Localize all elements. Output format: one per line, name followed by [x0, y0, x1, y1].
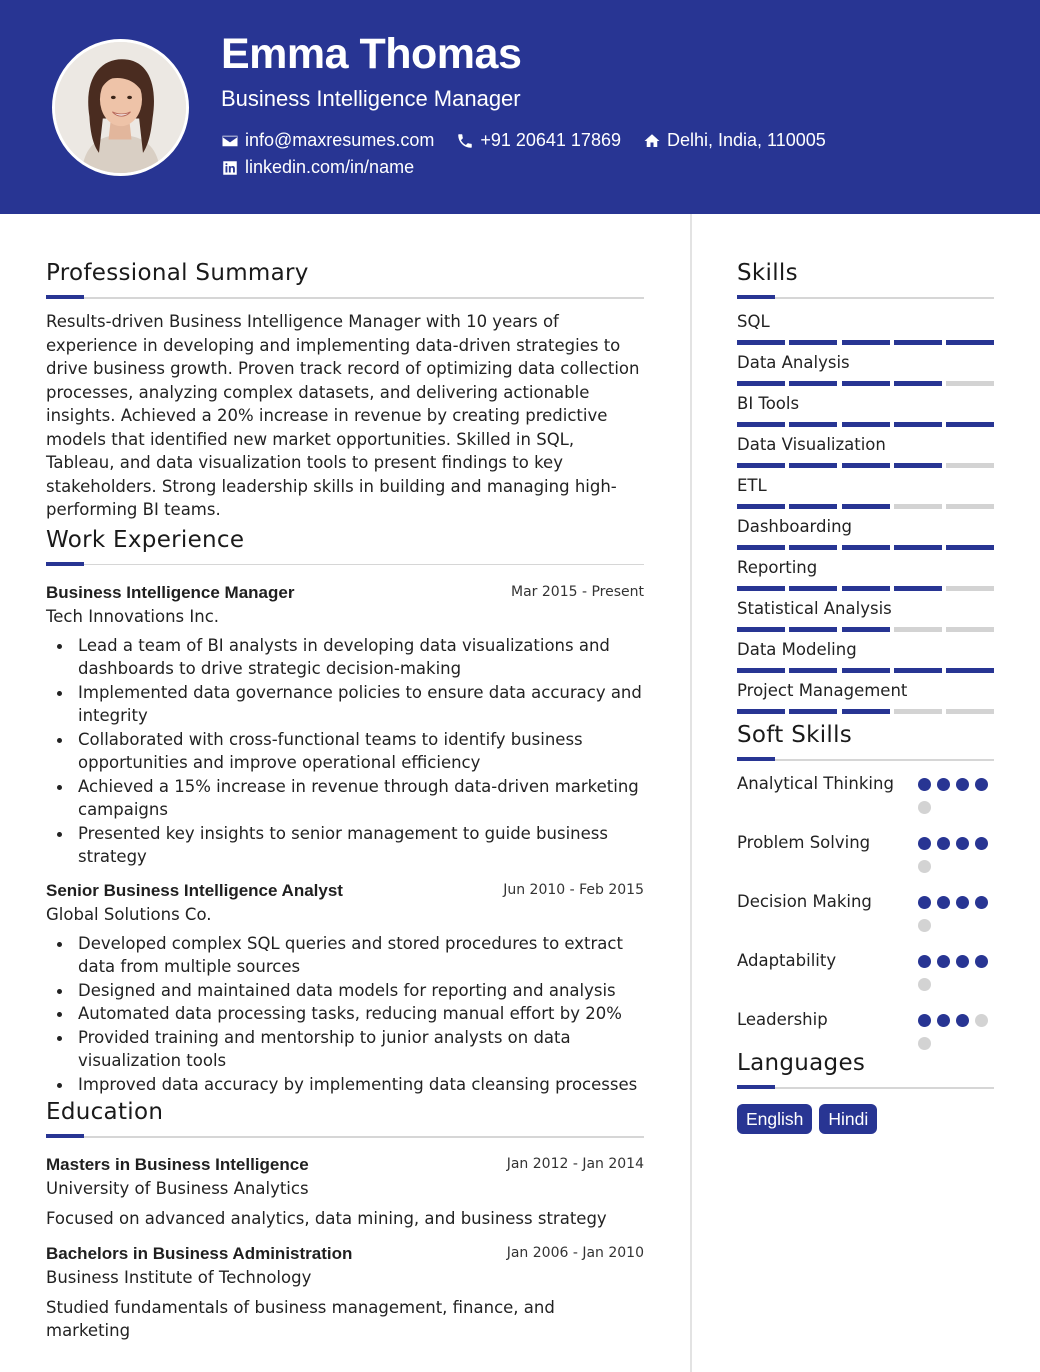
skill-item: [737, 679, 994, 714]
job-header: [46, 581, 644, 605]
skill-level-segment: [894, 627, 942, 632]
soft-skill-rating: [918, 1008, 994, 1060]
skill-level-segment: [842, 668, 890, 673]
education-section: [46, 1094, 644, 1342]
education-dates: Jan 2006 - Jan 2010: [506, 1245, 644, 1261]
skill-level-segment: [842, 504, 890, 509]
rating-dot: [937, 1014, 950, 1027]
skill-level-segment: [894, 668, 942, 673]
rating-dot: [918, 837, 931, 850]
job-bullet: Designed and maintained data models for reporting and analysis: [78, 979, 644, 1003]
job-bullet: Improved data accuracy by implementing data cleansing processes: [78, 1073, 644, 1097]
job-bullet: Implemented data governance policies to ensure data accuracy and integrity: [78, 681, 644, 728]
left-column: [46, 255, 644, 1354]
contact-row-2: [221, 157, 436, 178]
candidate-name: Emma Thomas: [221, 30, 522, 78]
skill-level-segment: [737, 627, 785, 632]
skill-name: Data Modeling: [737, 640, 857, 659]
skill-level-segment: [842, 340, 890, 345]
job-entry: [46, 879, 644, 1097]
summary-section: [46, 255, 644, 522]
experience-section: [46, 522, 644, 1097]
contact-linkedin[interactable]: [221, 157, 414, 178]
candidate-title: Business Intelligence Manager: [221, 86, 521, 111]
skill-level-bar: [737, 668, 994, 673]
skill-name: Dashboarding: [737, 517, 853, 536]
education-header: [46, 1242, 644, 1266]
skill-level-segment: [789, 504, 837, 509]
right-column: [737, 255, 994, 1134]
skill-level-segment: [946, 381, 994, 386]
skills-heading: Skills: [737, 260, 798, 286]
skill-level-bar: [737, 627, 994, 632]
section-divider: [737, 295, 994, 300]
soft-skill-item: [737, 890, 994, 942]
skill-level-bar: [737, 381, 994, 386]
soft-skill-list: [737, 772, 994, 1060]
resume-header: [0, 0, 1040, 214]
skill-level-segment: [842, 586, 890, 591]
education-heading: Education: [46, 1099, 164, 1125]
rating-dot: [975, 837, 988, 850]
skill-level-segment: [894, 340, 942, 345]
rating-dot: [975, 1014, 988, 1027]
skill-level-segment: [789, 709, 837, 714]
education-entry: [46, 1153, 644, 1230]
education-entry: [46, 1242, 644, 1342]
skill-item: [737, 638, 994, 673]
skill-level-segment: [737, 504, 785, 509]
soft-skill-rating: [918, 949, 994, 1001]
skill-level-segment: [946, 340, 994, 345]
contact-email[interactable]: [221, 130, 434, 151]
language-badge: Hindi: [819, 1104, 877, 1134]
skill-level-segment: [789, 340, 837, 345]
skill-level-segment: [946, 545, 994, 550]
skill-item: [737, 392, 994, 427]
education-header: [46, 1153, 644, 1177]
rating-dot: [975, 955, 988, 968]
skill-item: [737, 515, 994, 550]
skill-name: SQL: [737, 312, 770, 331]
soft-skill-name: Decision Making: [737, 892, 872, 911]
education-list: [46, 1153, 644, 1342]
job-bullet: Automated data processing tasks, reducing manual effort by 20%: [78, 1002, 644, 1026]
skill-level-segment: [842, 627, 890, 632]
summary-text: Results-driven Business Intelligence Manager with 10 years of experience in developing and implementing data-driven strategies to drive business growth. Proven track record of optimizing data collection processes, analyzing complex datasets, and delivering actionable insights. Achieved a 20% increase in revenue by creating predictive models that identified new market opportunities. Skilled in SQL, Tableau, and data visualization tools to present findings to key stakeholders. Strong leadership skills in building and managing high-performing BI teams.: [46, 312, 640, 519]
soft-skill-rating: [918, 890, 994, 942]
skill-level-segment: [789, 381, 837, 386]
skill-level-segment: [842, 545, 890, 550]
skill-level-segment: [737, 422, 785, 427]
skill-level-segment: [789, 668, 837, 673]
skill-level-segment: [946, 709, 994, 714]
rating-dot: [937, 837, 950, 850]
email-text: info@maxresumes.com: [245, 130, 435, 150]
rating-dot: [956, 896, 969, 909]
rating-dot: [956, 837, 969, 850]
skill-level-segment: [789, 586, 837, 591]
skill-level-segment: [894, 709, 942, 714]
linkedin-icon: [221, 159, 239, 177]
skill-list: [737, 310, 994, 714]
skill-level-segment: [842, 709, 890, 714]
contact-phone[interactable]: [456, 130, 621, 151]
job-bullet: Collaborated with cross-functional teams to identify business opportunities and improve operational efficiency: [78, 728, 644, 775]
rating-dot: [918, 1037, 931, 1050]
contact-row: [221, 130, 848, 151]
skill-level-segment: [894, 381, 942, 386]
skill-level-segment: [842, 381, 890, 386]
skill-level-segment: [737, 709, 785, 714]
skill-name: Reporting: [737, 558, 818, 577]
skill-name: Statistical Analysis: [737, 599, 892, 618]
degree-name: Masters in Business Intelligence: [46, 1155, 309, 1174]
skill-item: [737, 597, 994, 632]
language-badge: English: [737, 1104, 812, 1134]
job-role: Business Intelligence Manager: [46, 582, 295, 602]
skill-level-segment: [842, 422, 890, 427]
job-bullet-list: [46, 634, 644, 869]
job-dates: Jun 2010 - Feb 2015: [503, 881, 644, 898]
skill-level-segment: [789, 627, 837, 632]
skill-level-segment: [894, 463, 942, 468]
rating-dot: [956, 955, 969, 968]
job-bullet-list: [46, 932, 644, 1097]
skill-item: [737, 433, 994, 468]
skill-level-bar: [737, 504, 994, 509]
rating-dot: [937, 896, 950, 909]
location-text: Delhi, India, 110005: [666, 130, 826, 150]
job-role: Senior Business Intelligence Analyst: [46, 880, 343, 900]
rating-dot: [956, 1014, 969, 1027]
skill-level-segment: [842, 463, 890, 468]
job-bullet: Provided training and mentorship to junior analysts on data visualization tools: [78, 1026, 644, 1073]
soft-skill-item: [737, 949, 994, 1001]
skill-item: [737, 310, 994, 345]
rating-dot: [918, 896, 931, 909]
language-list: [737, 1104, 994, 1134]
section-divider: [46, 562, 644, 567]
skill-name: Project Management: [737, 681, 908, 700]
skill-level-segment: [894, 504, 942, 509]
rating-dot: [937, 955, 950, 968]
job-bullet: Lead a team of BI analysts in developing data visualizations and dashboards to drive strategic decision-making: [78, 634, 644, 681]
section-divider: [46, 295, 644, 300]
skill-level-segment: [789, 463, 837, 468]
rating-dot: [918, 801, 931, 814]
job-list: [46, 581, 644, 1097]
skill-name: BI Tools: [737, 394, 800, 413]
job-company: Global Solutions Co.: [46, 904, 212, 924]
soft-skill-item: [737, 772, 994, 824]
linkedin-text: linkedin.com/in/name: [245, 157, 415, 177]
section-divider: [737, 757, 994, 762]
soft-skill-name: Analytical Thinking: [737, 774, 894, 793]
job-company: Tech Innovations Inc.: [46, 606, 220, 626]
rating-dot: [918, 955, 931, 968]
rating-dot: [937, 778, 950, 791]
skill-level-segment: [737, 668, 785, 673]
skill-level-segment: [737, 381, 785, 386]
soft-skills-heading: Soft Skills: [737, 722, 853, 748]
phone-icon: [456, 132, 474, 150]
skill-level-segment: [789, 422, 837, 427]
skill-level-segment: [946, 422, 994, 427]
education-description: Focused on advanced analytics, data mining, and business strategy: [46, 1209, 607, 1228]
job-bullet: Achieved a 15% increase in revenue through data-driven marketing campaigns: [78, 775, 644, 822]
skill-level-segment: [894, 545, 942, 550]
rating-dot: [975, 896, 988, 909]
school-name: Business Institute of Technology: [46, 1268, 312, 1287]
skill-level-segment: [894, 422, 942, 427]
rating-dot: [918, 1014, 931, 1027]
education-description: Studied fundamentals of business management, finance, and marketing: [46, 1298, 555, 1340]
section-divider: [737, 1085, 994, 1090]
skill-item: [737, 556, 994, 591]
column-divider: [690, 214, 692, 1372]
skill-level-segment: [946, 463, 994, 468]
job-header: [46, 879, 644, 903]
skill-level-segment: [946, 627, 994, 632]
person-portrait-icon: [55, 42, 186, 173]
skill-level-segment: [737, 545, 785, 550]
soft-skills-section: [737, 717, 994, 1060]
rating-dot: [975, 778, 988, 791]
skills-section: [737, 255, 994, 714]
job-bullet: Developed complex SQL queries and stored procedures to extract data from multiple sources: [78, 932, 644, 979]
rating-dot: [918, 978, 931, 991]
contact-location: [643, 130, 826, 151]
skill-level-bar: [737, 545, 994, 550]
profile-photo: [52, 39, 189, 176]
soft-skill-item: [737, 831, 994, 883]
rating-dot: [918, 778, 931, 791]
experience-heading: Work Experience: [46, 526, 245, 553]
skill-level-segment: [737, 463, 785, 468]
skill-level-segment: [946, 586, 994, 591]
skill-level-bar: [737, 586, 994, 591]
skill-name: Data Analysis: [737, 353, 850, 372]
home-icon: [643, 132, 661, 150]
envelope-icon: [221, 132, 239, 150]
section-divider: [46, 1134, 644, 1139]
skill-level-bar: [737, 463, 994, 468]
languages-heading: Languages: [737, 1050, 866, 1076]
soft-skill-name: Adaptability: [737, 951, 837, 970]
rating-dot: [918, 919, 931, 932]
soft-skill-rating: [918, 831, 994, 883]
rating-dot: [956, 778, 969, 791]
skill-level-segment: [789, 545, 837, 550]
skill-level-segment: [946, 668, 994, 673]
soft-skill-rating: [918, 772, 994, 824]
skill-level-bar: [737, 340, 994, 345]
summary-heading: Professional Summary: [46, 260, 309, 286]
job-bullet: Presented key insights to senior management to guide business strategy: [78, 822, 644, 869]
education-dates: Jan 2012 - Jan 2014: [506, 1156, 644, 1172]
skill-name: Data Visualization: [737, 435, 886, 454]
job-dates: Mar 2015 - Present: [511, 583, 644, 600]
job-entry: [46, 581, 644, 869]
skill-level-segment: [946, 504, 994, 509]
phone-text: +91 20641 17869: [480, 130, 621, 150]
skill-level-segment: [894, 586, 942, 591]
skill-level-segment: [737, 340, 785, 345]
school-name: University of Business Analytics: [46, 1179, 309, 1198]
skill-item: [737, 351, 994, 386]
skill-item: [737, 474, 994, 509]
skill-level-segment: [737, 586, 785, 591]
skill-name: ETL: [737, 476, 767, 495]
degree-name: Bachelors in Business Administration: [46, 1244, 353, 1263]
soft-skill-name: Leadership: [737, 1010, 828, 1029]
rating-dot: [918, 860, 931, 873]
skill-level-bar: [737, 422, 994, 427]
soft-skill-name: Problem Solving: [737, 833, 871, 852]
skill-level-bar: [737, 709, 994, 714]
